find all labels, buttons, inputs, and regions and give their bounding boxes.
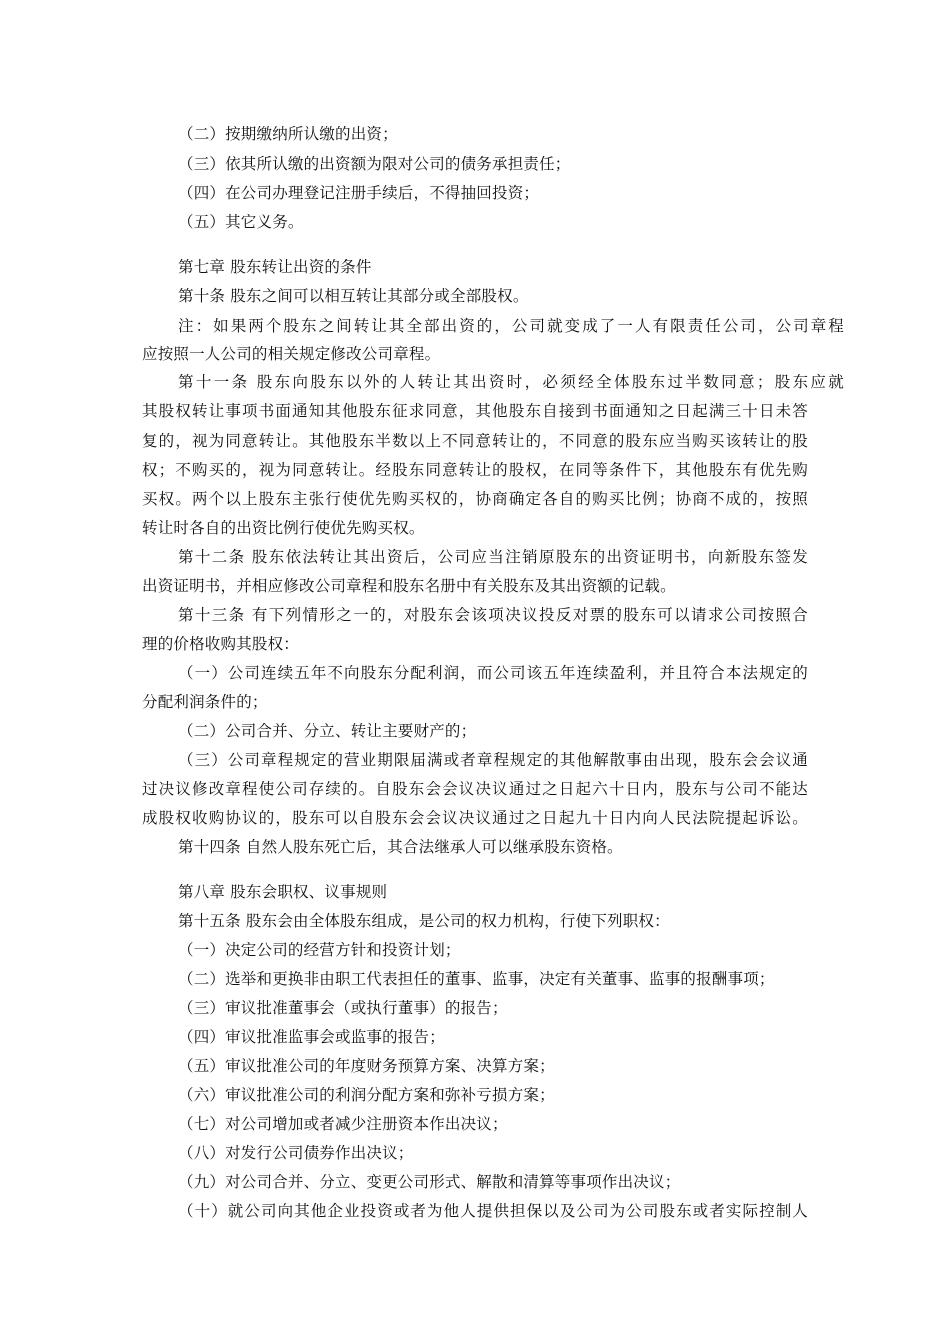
power-item-5: （五）审议批准公司的年度财务预算方案、决算方案；	[178, 1057, 555, 1075]
article-11-line-4: 权；不购买的，视为同意转让。经股东同意转让的股权，在同等条件下，其他股东有优先购	[142, 461, 808, 479]
note-line-2: 应按照一人公司的相关规定修改公司章程。	[142, 345, 441, 363]
power-item-10: （十）就公司向其他企业投资或者为他人提供担保以及公司为公司股东或者实际控制人	[178, 1202, 808, 1220]
article-13-item-3-line-3: 成股权收购协议的，股东可以自股东会会议决议通过之日起九十日内向人民法院提起诉讼。	[142, 809, 808, 827]
article-10: 第十条 股东之间可以相互转让其部分或全部股权。	[178, 287, 529, 305]
article-13-line-1: 第十三条 有下列情形之一的，对股东会该项决议投反对票的股东可以请求公司按照合	[178, 606, 808, 624]
power-item-7: （七）对公司增加或者减少注册资本作出决议；	[178, 1115, 508, 1133]
obligation-item-2: （二）按期缴纳所认缴的出资；	[178, 125, 398, 143]
article-12-line-2: 出资证明书，并相应修改公司章程和股东名册中有关股东及其出资额的记载。	[142, 577, 676, 595]
article-13-item-3-line-1: （三）公司章程规定的营业期限届满或者章程规定的其他解散事由出现，股东会会议通	[178, 751, 808, 769]
obligation-item-5: （五）其它义务。	[178, 213, 304, 231]
article-13-item-3-line-2: 过决议修改章程使公司存续的。自股东会会议决议通过之日起六十日内，股东与公司不能达	[142, 780, 808, 798]
article-11-line-5: 买权。两个以上股东主张行使优先购买权的，协商确定各自的购买比例；协商不成的，按照	[142, 490, 808, 508]
note-line-1: 注：如果两个股东之间转让其全部出资的，公司就变成了一人有限责任公司，公司章程	[178, 317, 844, 335]
power-item-3: （三）审议批准董事会（或执行董事）的报告；	[178, 999, 508, 1017]
article-13-item-1-line-1: （一）公司连续五年不向股东分配利润，而公司该五年连续盈利，并且符合本法规定的	[178, 664, 808, 682]
article-11-line-2: 其股权转让事项书面通知其他股东征求同意，其他股东自接到书面通知之日起满三十日未答	[142, 402, 808, 420]
article-13-line-2: 理的价格收购其股权：	[142, 635, 300, 653]
article-11-line-1: 第十一条 股东向股东以外的人转让其出资时，必须经全体股东过半数同意；股东应就	[178, 373, 844, 391]
power-item-8: （八）对发行公司债券作出决议；	[178, 1144, 414, 1162]
article-13-item-1-line-2: 分配利润条件的；	[142, 693, 268, 711]
power-item-9: （九）对公司合并、分立、变更公司形式、解散和清算等事项作出决议；	[178, 1173, 681, 1191]
power-item-6: （六）审议批准公司的利润分配方案和弥补亏损方案；	[178, 1086, 555, 1104]
obligation-item-3: （三）依其所认缴的出资额为限对公司的债务承担责任；	[178, 155, 571, 173]
obligation-item-4: （四）在公司办理登记注册手续后，不得抽回投资；	[178, 184, 540, 202]
article-13-item-2: （二）公司合并、分立、转让主要财产的；	[178, 722, 477, 740]
power-item-1: （一）决定公司的经营方针和投资计划；	[178, 941, 461, 959]
article-11-line-3: 复的，视为同意转让。其他股东半数以上不同意转让的，不同意的股东应当购买该转让的股	[142, 432, 808, 450]
power-item-2: （二）选举和更换非由职工代表担任的董事、监事，决定有关董事、监事的报酬事项；	[178, 970, 775, 988]
article-11-line-6: 转让时各自的出资比例行使优先购买权。	[142, 519, 425, 537]
chapter-7-heading: 第七章 股东转让出资的条件	[178, 258, 372, 276]
article-14: 第十四条 自然人股东死亡后，其合法继承人可以继承股东资格。	[178, 838, 623, 856]
chapter-8-heading: 第八章 股东会职权、议事规则	[178, 883, 388, 901]
power-item-4: （四）审议批准监事会或监事的报告；	[178, 1028, 445, 1046]
article-12-line-1: 第十二条 股东依法转让其出资后，公司应当注销原股东的出资证明书，向新股东签发	[178, 548, 808, 566]
article-15: 第十五条 股东会由全体股东组成，是公司的权力机构，行使下列职权：	[178, 912, 670, 930]
